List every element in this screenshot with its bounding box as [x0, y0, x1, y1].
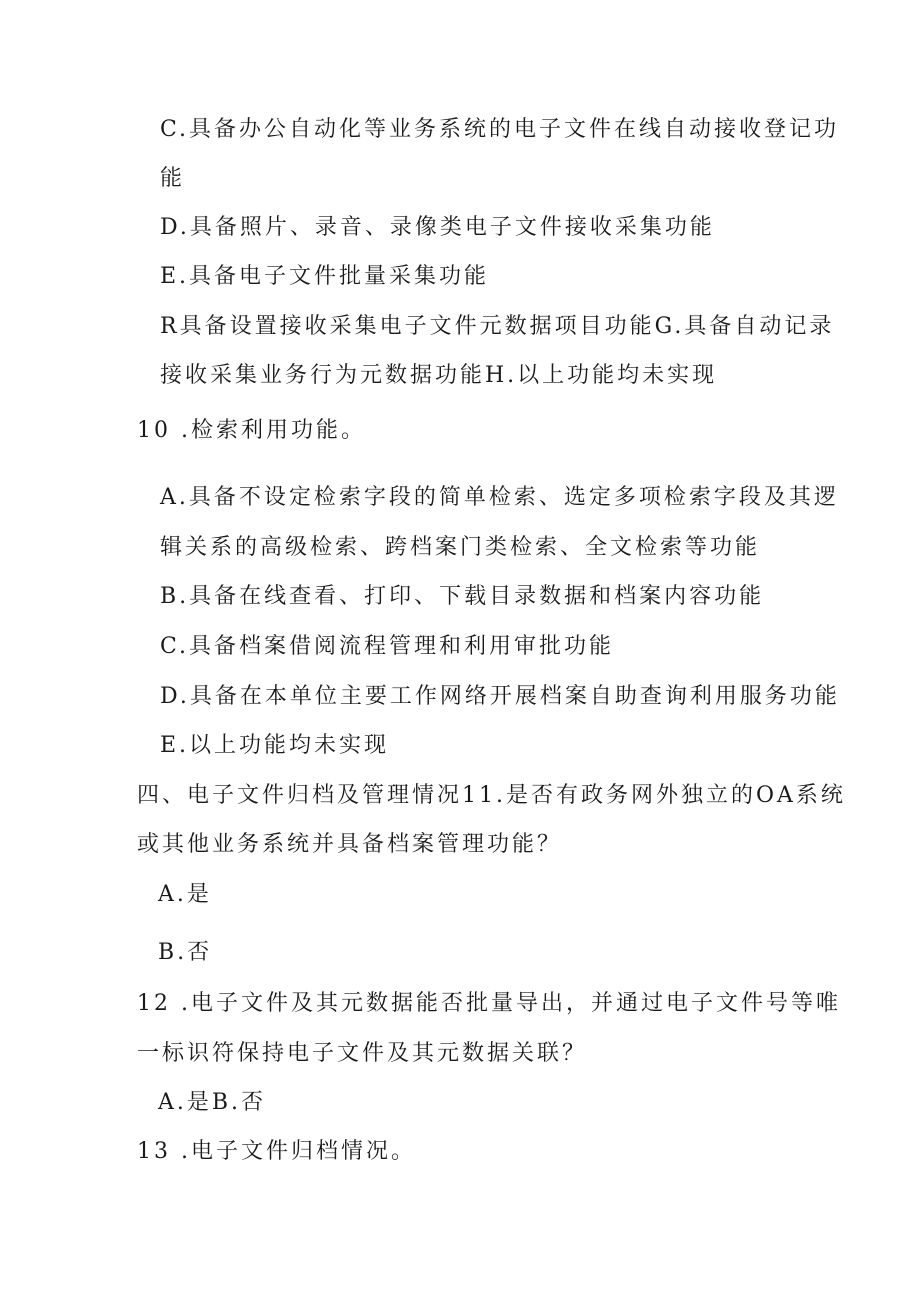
question-13: 13 .电子文件归档情况。	[137, 1139, 416, 1164]
q11-option-b: B.否	[158, 940, 213, 965]
option-b-online-view: B.具备在线查看、打印、下载目录数据和档案内容功能	[160, 584, 765, 609]
option-e-none: E.以上功能均未实现	[160, 733, 390, 758]
question-12-line2: 一标识符保持电子文件及其元数据关联？	[137, 1041, 588, 1066]
section-4-question-11-line1: 四、电子文件归档及管理情况11.是否有政务网外独立的OA系统	[137, 783, 846, 808]
option-c-borrow-approve: C.具备档案借阅流程管理和利用审批功能	[160, 634, 615, 659]
option-a-search-line1: A.具备不设定检索字段的简单检索、选定多项检索字段及其逻	[160, 485, 839, 510]
option-g-h-metadata-line2: 接收采集业务行为元数据功能H.以上功能均未实现	[160, 363, 718, 388]
option-a-search-line2: 辑关系的高级检索、跨档案门类检索、全文检索等功能	[160, 535, 761, 560]
option-e-batch-collect: E.具备电子文件批量采集功能	[160, 264, 490, 289]
option-d-self-service: D.具备在本单位主要工作网络开展档案自助查询利用服务功能	[160, 684, 840, 709]
question-12-line1: 12 .电子文件及其元数据能否批量导出，并通过电子文件号等唯	[137, 991, 841, 1016]
question-10-retrieval: 10 .检索利用功能。	[137, 418, 366, 443]
q12-options: A.是B.否	[158, 1090, 267, 1115]
q11-option-a: A.是	[158, 882, 212, 907]
option-c-online-receive-line2: 能	[160, 166, 186, 191]
option-c-online-receive-line1: C.具备办公自动化等业务系统的电子文件在线自动接收登记功	[160, 117, 840, 142]
option-f-g-metadata-line1: R具备设置接收采集电子文件元数据项目功能G.具备自动记录	[160, 314, 835, 339]
question-11-line2: 或其他业务系统并具备档案管理功能？	[137, 832, 563, 857]
option-d-photo-audio-video: D.具备照片、录音、录像类电子文件接收采集功能	[160, 215, 715, 240]
